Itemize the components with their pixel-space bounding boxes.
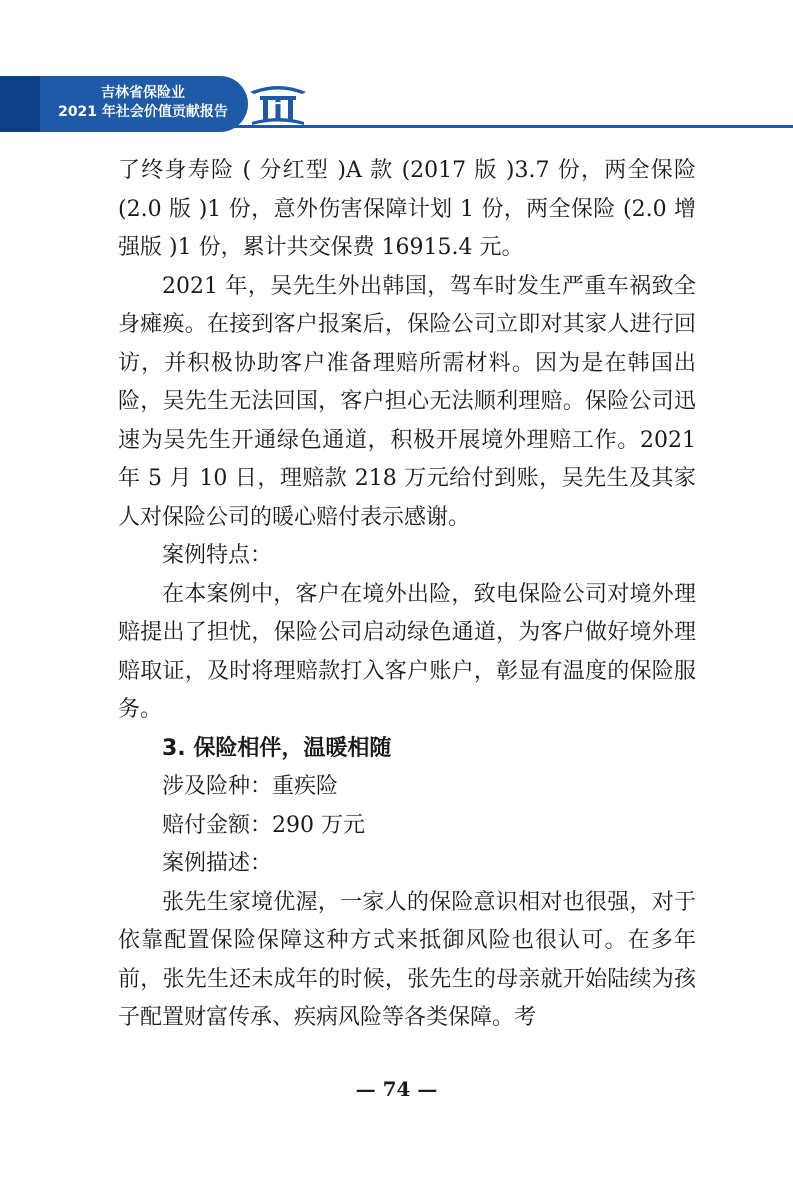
paragraph-case-description: 张先生家境优渥，一家人的保险意识相对也很强，对于依靠配置保险保障这种方式来抵御风险也很认可。在多年前，张先生还未成年的时候，张先生的母亲就开始陆续为孩子配置财富传承、疾病风险等各类保障。考 [118,889,696,1030]
case-field-description-label: 案例描述： [162,851,273,876]
header-title-line2: 2021 年社会价值贡献报告 [58,104,228,120]
case-field-insurance-type: 涉及险种：重疾险 [162,774,339,799]
section-heading: 3. 保险相伴，温暖相随 [162,735,392,761]
case-features-label: 案例特点： [162,543,273,568]
header-title-line1: 吉林省保险业 [101,85,185,101]
page-number: — 74 — [355,1077,438,1101]
jilin-insurance-logo-icon [246,78,310,126]
page-header [0,76,300,132]
article-body [118,152,696,1038]
header-title [48,84,238,122]
case-field-payout-amount: 赔付金额：290 万元 [162,812,365,838]
paragraph-case-features: 在本案例中，客户在境外出险，致电保险公司对境外理赔提出了担忧，保险公司启动绿色通道，为客户做好境外理赔取证，及时将理赔款打入客户账户，彰显有温度的保险服务。 [118,581,696,722]
paragraph-case-story: 2021 年，吴先生外出韩国，驾车时发生严重车祸致全身瘫痪。在接到客户报案后，保险公司立即对其家人进行回访，并积极协助客户准备理赔所需材料。因为是在韩国出险，吴先生无法回国，客户担心无法顺利理赔。保险公司迅速为吴先生开通绿色通道，积极开展境外理赔工作。2021 年 5 月 10 日，理赔款 218 万元给付到账，吴先生及其家人对保险公司的暖心赔付表示感谢。 [118,273,696,530]
paragraph-continuation: 了终身寿险 ( 分红型 )A 款 (2017 版 )3.7 份，两全保险 (2.0 版 )1 份，意外伤害保障计划 1 份，两全保险 (2.0 增强版 )1 份，累计共交保费 16915.4 元。 [118,158,696,260]
